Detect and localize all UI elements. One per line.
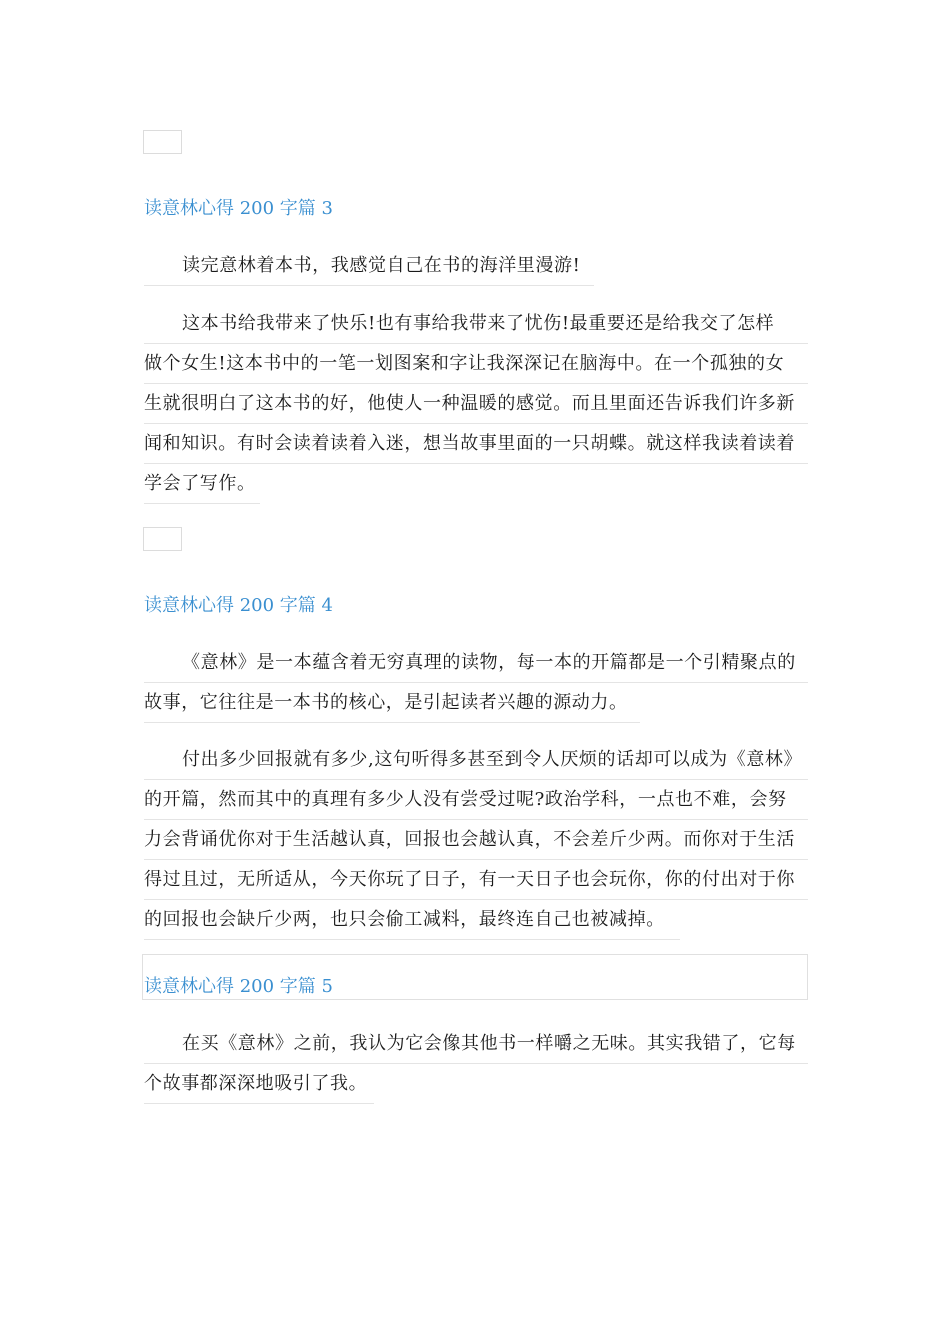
blank-box: [143, 527, 182, 551]
text-line: 学会了写作。: [144, 464, 260, 504]
text-line: 在买《意林》之前，我认为它会像其他书一样嚼之无味。其实我错了，它每: [144, 1024, 808, 1064]
paragraph: [144, 246, 808, 286]
text-line: 生就很明白了这本书的好，他使人一种温暖的感觉。而且里面还告诉我们许多新: [144, 384, 808, 424]
text-line: 的回报也会缺斤少两，也只会偷工减料，最终连自己也被减掉。: [144, 900, 680, 940]
section-heading-5: 读意林心得 200 字篇 5: [144, 976, 333, 997]
section-heading-4: 读意林心得 200 字篇 4: [144, 595, 333, 616]
text-line: 得过且过，无所适从，今天你玩了日子，有一天日子也会玩你，你的付出对于你: [144, 860, 808, 900]
text-line: 付出多少回报就有多少,这句听得多甚至到令人厌烦的话却可以成为《意林》: [144, 740, 808, 780]
text-line: 力会背诵优你对于生活越认真，回报也会越认真，不会差斤少两。而你对于生活: [144, 820, 808, 860]
section-heading-3: 读意林心得 200 字篇 3: [144, 198, 333, 219]
text-line: 故事，它往往是一本书的核心，是引起读者兴趣的源动力。: [144, 683, 640, 723]
paragraph: [144, 740, 808, 940]
text-line: 《意林》是一本蕴含着无穷真理的读物，每一本的开篇都是一个引精聚点的: [144, 643, 808, 683]
paragraph: [144, 643, 808, 723]
paragraph: [144, 1024, 808, 1104]
text-line: 这本书给我带来了快乐!也有事给我带来了忧伤!最重要还是给我交了怎样: [144, 304, 808, 344]
text-line: 闻和知识。有时会读着读着入迷，想当故事里面的一只胡蝶。就这样我读着读着: [144, 424, 808, 464]
text-line: 读完意林着本书，我感觉自己在书的海洋里漫游!: [144, 246, 594, 286]
paragraph: [144, 304, 808, 504]
text-line: 的开篇，然而其中的真理有多少人没有尝受过呢?政治学科，一点也不难，会努: [144, 780, 808, 820]
text-line: 做个女生!这本书中的一笔一划图案和字让我深深记在脑海中。在一个孤独的女: [144, 344, 808, 384]
blank-box: [143, 130, 182, 154]
text-line: 个故事都深深地吸引了我。: [144, 1064, 374, 1104]
